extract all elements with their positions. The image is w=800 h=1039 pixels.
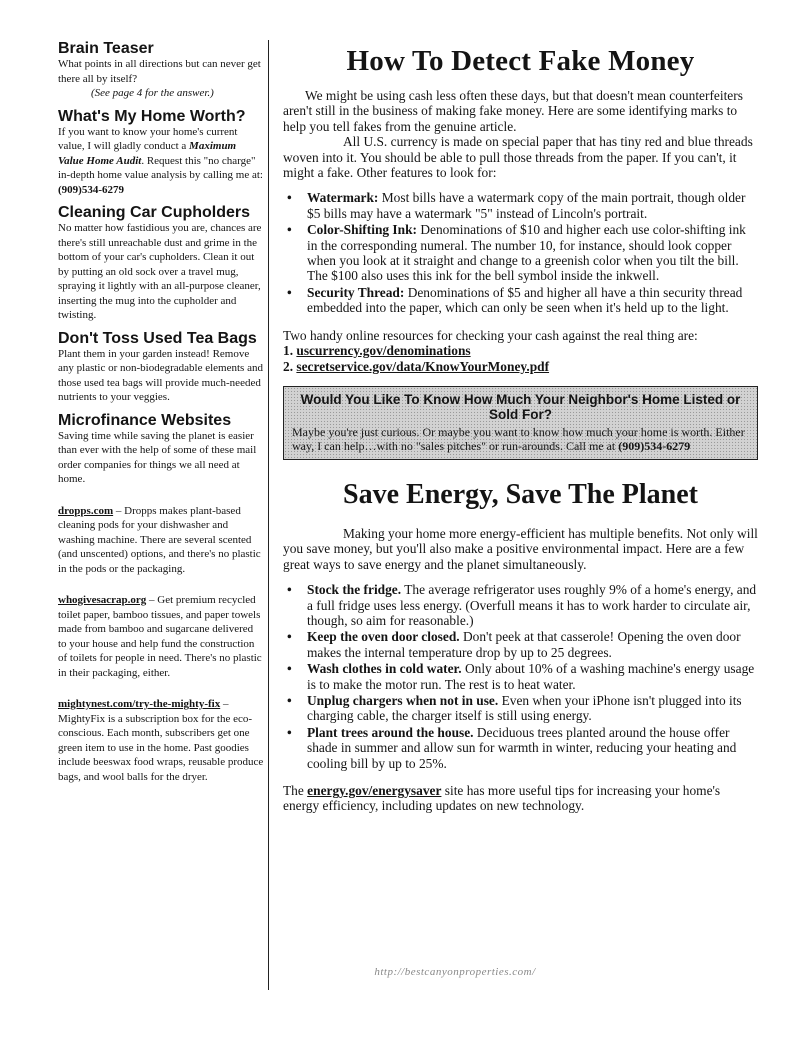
home-worth-title: What's My Home Worth? [58, 107, 246, 125]
outro-part-1: The [283, 783, 308, 798]
fake-money-feature [283, 222, 758, 284]
bullet-icon: • [287, 190, 292, 206]
fake-money-article [283, 44, 758, 374]
energy-tip [283, 725, 758, 771]
resource-number: 1. [283, 343, 297, 359]
cupholders-section [58, 204, 264, 323]
tip-text: Deciduous trees planted around the house offer shade in summer and allow sun for warmth in winter, reducing your heating and cooling bill by up to 25%. [307, 724, 737, 771]
whogivesacrap-description: – Get premium recycled toilet paper, bamboo tissues, and paper towels made from bamboo and sugarcane delivered to your house and help fund the construction of toilets for people in need. There's no plastic in their packaging, either. [58, 594, 262, 679]
fake-money-headline: How To Detect Fake Money [346, 45, 695, 77]
neighbor-home-callout [283, 386, 758, 460]
tip-text: Don't peek at that casserole! Opening the oven door makes the internal temperature drop by up to 25 degrees. [307, 629, 741, 660]
tip-label: Unplug chargers when not in use. [307, 692, 499, 708]
mightynest-description: – MightyFix is a subscription box for the eco-conscious. Each month, subscribers get one green item to use in the home. Past goodies include beeswax food wraps, reusable produce bags, and wool balls for the dryer. [58, 698, 264, 783]
home-worth-emphasis: Maximum Value Home Audit [58, 140, 237, 167]
bullet-icon: • [287, 724, 292, 740]
footer-url[interactable]: http://bestcanyonproperties.com/ [374, 966, 536, 978]
tip-label: Wash clothes in cold water. [307, 661, 462, 677]
microfinance-entry [58, 697, 264, 784]
fake-money-intro: We might be using cash less often these days, but that doesn't mean counterfeiters aren't still in the business of making fake money. Here are some identifying marks to help you tell fakes from the genuine article. [283, 88, 743, 134]
brain-teaser-section [58, 40, 264, 101]
dropps-link[interactable]: dropps.com [58, 504, 114, 517]
tip-label: Stock the fridge. [307, 582, 402, 598]
cupholders-title: Cleaning Car Cupholders [58, 204, 251, 221]
bullet-icon: • [287, 582, 292, 598]
feature-text: Most bills have a watermark copy of the main portrait, though older $5 bills may have a watermark "5" instead of Lincoln's portrait. [307, 190, 746, 221]
tea-bags-title: Don't Toss Used Tea Bags [58, 329, 257, 347]
feature-label: Color-Shifting Ink: [307, 222, 417, 238]
secretservice-link[interactable]: secretservice.gov/data/KnowYourMoney.pdf [296, 358, 550, 374]
resource-item [283, 359, 758, 374]
tip-label: Plant trees around the house. [307, 724, 474, 740]
bullet-icon: • [287, 629, 292, 645]
resource-item [283, 343, 758, 358]
microfinance-title: Microfinance Websites [58, 411, 232, 429]
tip-text: Only about 10% of a washing machine's energy usage is to make the motor run. The rest is to heat water. [307, 661, 755, 692]
fake-money-feature [283, 190, 758, 221]
bullet-icon: • [287, 692, 292, 708]
tip-label: Keep the oven door closed. [307, 629, 460, 645]
home-worth-text [58, 125, 264, 183]
microfinance-text: Saving time while saving the planet is easier than ever with the help of some of these mail order companies for things we all need at home. [58, 429, 257, 485]
fake-money-paragraph: All U.S. currency is made on special paper that has tiny red and blue threads woven into it. You should be able to pull those threads from the paper. If you can't, it might a fake. Other features to look for: [283, 134, 753, 181]
bullet-icon: • [287, 661, 292, 677]
tea-bags-text: Plant them in your garden instead! Remove any plastic or non-biodegradable elements and those used tea bags will provide much-needed nutrients to your veggies. [58, 347, 263, 403]
save-energy-article [283, 478, 758, 814]
energy-tips-list [283, 582, 758, 771]
callout-body: Maybe you're just curious. Or maybe you want to know how much your home is worth. Either way, I can help…with no "sales pitches" or run-arounds. Call me at [292, 424, 745, 453]
outro-part-2: site has more useful tips for increasing your home's energy efficiency, including updates on new technology. [283, 783, 721, 814]
home-worth-phone: (909)534-6279 [58, 183, 124, 196]
bullet-icon: • [287, 222, 292, 238]
save-energy-intro: Making your home more energy-efficient has multiple benefits. Not only will you save money, but you'll also make a positive environmental impact. Here are a few great ways to save energy and the planet simultaneously. [283, 525, 758, 572]
callout-phone: (909)534-6279 [618, 438, 691, 453]
uscurrency-link[interactable]: uscurrency.gov/denominations [296, 343, 471, 359]
mightynest-link[interactable]: mightynest.com/try-the-mighty-fix [58, 698, 221, 710]
microfinance-section [58, 412, 264, 785]
feature-text: Denominations of $5 and higher all have a thin security thread embedded into the paper, which can only be seen when it's held up to the light. [307, 284, 743, 316]
cupholders-text: No matter how fastidious you are, chances are there's still unreachable dust and grime in the bottom of your car's cupholders. Clean it out by putting an old sock over a travel mug, spraying it lightly with an all-purpose cleaner, inserting the mug into the cupholder and twisting. [58, 222, 262, 321]
save-energy-outro [283, 783, 758, 814]
whogivesacrap-link[interactable]: whogivesacrap.org [58, 594, 147, 606]
resources-intro: Two handy online resources for checking your cash against the real thing are: [283, 327, 698, 343]
brain-teaser-text: What points in all directions but can never get there all by itself? [58, 58, 261, 85]
energy-tip [283, 661, 758, 692]
home-worth-text-part-2: . Request this "no charge" in-depth home value analysis by calling me at: [58, 154, 263, 181]
dropps-description: – Dropps makes plant-based cleaning pods for your dishwasher and washing machine. There are several scented (and unscented) options, and there's no plastic in the pods or the packaging. [58, 504, 261, 575]
callout-text [292, 425, 749, 453]
energy-tip [283, 693, 758, 724]
tea-bags-section [58, 330, 264, 405]
feature-label: Security Thread: [307, 284, 405, 300]
home-worth-section [58, 108, 264, 198]
bullet-icon: • [287, 284, 292, 300]
save-energy-headline: Save Energy, Save The Planet [343, 478, 698, 510]
feature-text: Denominations of $10 and higher each use color-shifting ink in the corresponding numeral. The number 10, for instance, should look copper when you look at it straight and change to a greenish color when you tilt the bill. The $100 also uses this ink for the bell symbol inside the inkwell. [307, 222, 746, 284]
feature-label: Watermark: [307, 190, 379, 206]
callout-title: Would You Like To Know How Much Your Neighbor's Home Listed or Sold For? [300, 391, 741, 422]
sidebar [58, 40, 264, 801]
microfinance-entry [58, 593, 264, 680]
column-divider [268, 40, 269, 990]
fake-money-features-list [283, 190, 758, 315]
brain-teaser-title: Brain Teaser [58, 40, 154, 57]
energysaver-link[interactable]: energy.gov/energysaver [307, 783, 442, 798]
microfinance-entry [58, 504, 264, 577]
fake-money-feature [283, 285, 758, 316]
main-column [283, 44, 758, 814]
energy-tip [283, 629, 758, 660]
tip-text: Even when your iPhone isn't plugged into its charging cable, the charger itself is still using energy. [307, 692, 742, 724]
home-worth-text-part-1: If you want to know your home's current value, I will gladly conduct a [58, 125, 238, 152]
brain-teaser-note: (See page 4 for the answer.) [91, 87, 214, 99]
tip-text: The average refrigerator uses roughly 9% of a home's energy, and a full fridge uses less energy. (Overfull means it has to work harder to circulate air, though, so aim for reasonable.) [307, 582, 757, 628]
resource-number: 2. [283, 358, 297, 374]
energy-tip [283, 582, 758, 628]
